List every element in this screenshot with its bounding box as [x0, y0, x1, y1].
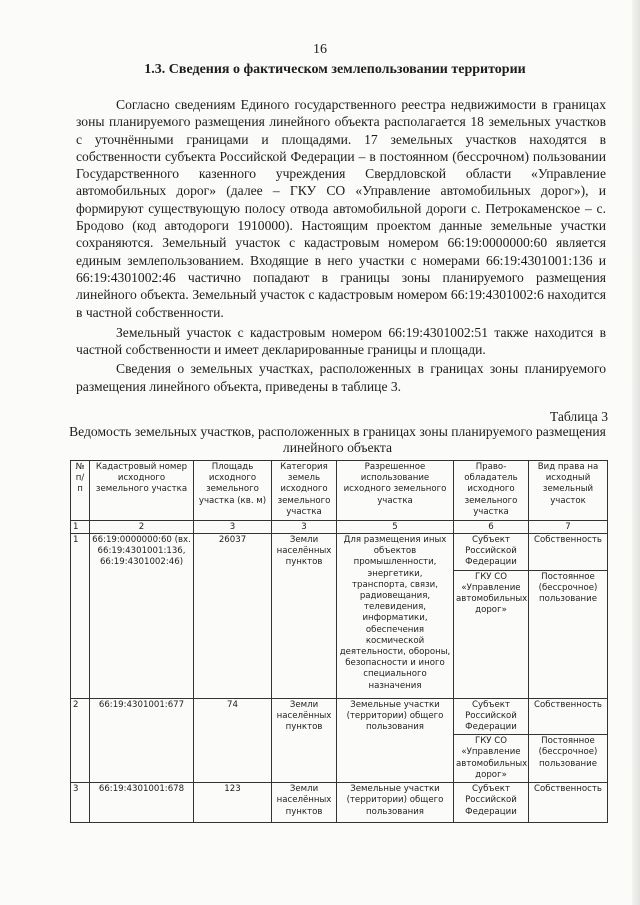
land-plots-table [70, 460, 608, 823]
row-area: 123 [194, 783, 272, 823]
colnum-7: 7 [529, 521, 608, 534]
header-cadastral: Кадастровый номер исходного земельного участка [90, 461, 194, 521]
row-usage: Земельные участки (территории) общего пользования [337, 698, 454, 783]
header-owner: Право-обладатель исходного земельного участка [454, 461, 529, 521]
row-category: Земли населённых пунктов [272, 783, 337, 823]
header-usage: Разрешенное использование исходного земельного участка [337, 461, 454, 521]
row-owner-2: ГКУ СО «Управление автомобильных дорог» [454, 735, 529, 783]
paragraph-3: Сведения о земельных участках, расположенных в границах зоны планируемого размещения линейного объекта, приведены в таблице 3. [76, 361, 606, 394]
row-right-2: Постоянное (бессрочное) пользование [529, 570, 608, 698]
row-num: 3 [71, 783, 90, 823]
row-cadastral: 66:19:4301001:677 [90, 698, 194, 783]
table-title: Ведомость земельных участков, расположенных в границах зоны планируемого размещения линейного объекта [69, 424, 606, 455]
table-header-row [71, 461, 608, 521]
row-usage: Земельные участки (территории) общего пользования [337, 783, 454, 823]
row-usage: Для размещения иных объектов промышленности, энергетики, транспорта, связи, радиовещания, телевидения, информатики, обеспечения космической деятельности, обороны, безопасности и иного специального назначения [337, 534, 454, 699]
row-right-1: Собственность [529, 698, 608, 735]
header-area: Площадь исходного земельного участка (кв. м) [194, 461, 272, 521]
row-cadastral: 66:19:0000000:60 (вх. 66:19:4301001:136, 66:19:4301002:46) [90, 534, 194, 699]
row-num: 1 [71, 534, 90, 699]
row-right-2: Постоянное (бессрочное) пользование [529, 735, 608, 783]
row-owner-1: Субъект Российской Федерации [454, 783, 529, 823]
table-row [71, 698, 608, 735]
row-area: 26037 [194, 534, 272, 699]
colnum-6: 6 [454, 521, 529, 534]
row-category: Земли населённых пунктов [272, 698, 337, 783]
page-number: 16 [313, 42, 327, 57]
table-row [71, 534, 608, 571]
row-num: 2 [71, 698, 90, 783]
colnum-5: 5 [337, 521, 454, 534]
paragraph-1: Согласно сведениям Единого государственного реестра недвижимости в границах зоны планируемого размещения линейного объекта располагается 18 земельных участков с уточнёнными границами и площадями. 17 земельных участков находятся в собственности субъекта Российской Федерации – в постоянном (бессрочном) пользовании Государственного казенного учреждения Свердловской области «Управление автомобильных дорог» (далее – ГКУ СО «Управление автомобильных дорог»), и формируют существующую полосу отвода автомобильной дороги с. Петрокаменское – с. Бродово (код автодороги 1910000). Настоящим проектом данные земельные участки сохраняются. Земельный участок с кадастровым номером 66:19:0000000:60 является единым землепользованием. Входящие в него участки с номерами 66:19:4301001:136 и 66:19:4301002:46 частично попадают в границы зоны планируемого размещения линейного объекта. Земельный участок с кадастровым номером 66:19:4301002:6 находится в частной собственности. [76, 97, 606, 320]
colnum-2: 2 [90, 521, 194, 534]
colnum-3: 3 [194, 521, 272, 534]
body-text [76, 96, 606, 395]
row-owner-2: ГКУ СО «Управление автомобильных дорог» [454, 570, 529, 698]
row-right-1: Собственность [529, 534, 608, 571]
row-owner-1: Субъект Российской Федерации [454, 698, 529, 735]
header-category: Категория земель исходного земельного участка [272, 461, 337, 521]
page-edge-shadow [632, 0, 640, 905]
colnum-1: 1 [71, 521, 90, 534]
section-title: 1.3. Сведения о фактическом землепользовании территории [144, 62, 526, 77]
header-right: Вид права на исходный земельный участок [529, 461, 608, 521]
row-category: Земли населённых пунктов [272, 534, 337, 699]
paragraph-2: Земельный участок с кадастровым номером 66:19:4301002:51 также находится в частной собственности и имеет декларированные границы и площади. [76, 324, 606, 358]
header-num: № п/п [71, 461, 90, 521]
row-right-1: Собственность [529, 783, 608, 823]
table-row [71, 783, 608, 823]
row-area: 74 [194, 698, 272, 783]
column-number-row [71, 521, 608, 534]
colnum-4: 3 [272, 521, 337, 534]
row-cadastral: 66:19:4301001:678 [90, 783, 194, 823]
table-label: Таблица 3 [549, 409, 608, 424]
row-owner-1: Субъект Российской Федерации [454, 534, 529, 571]
